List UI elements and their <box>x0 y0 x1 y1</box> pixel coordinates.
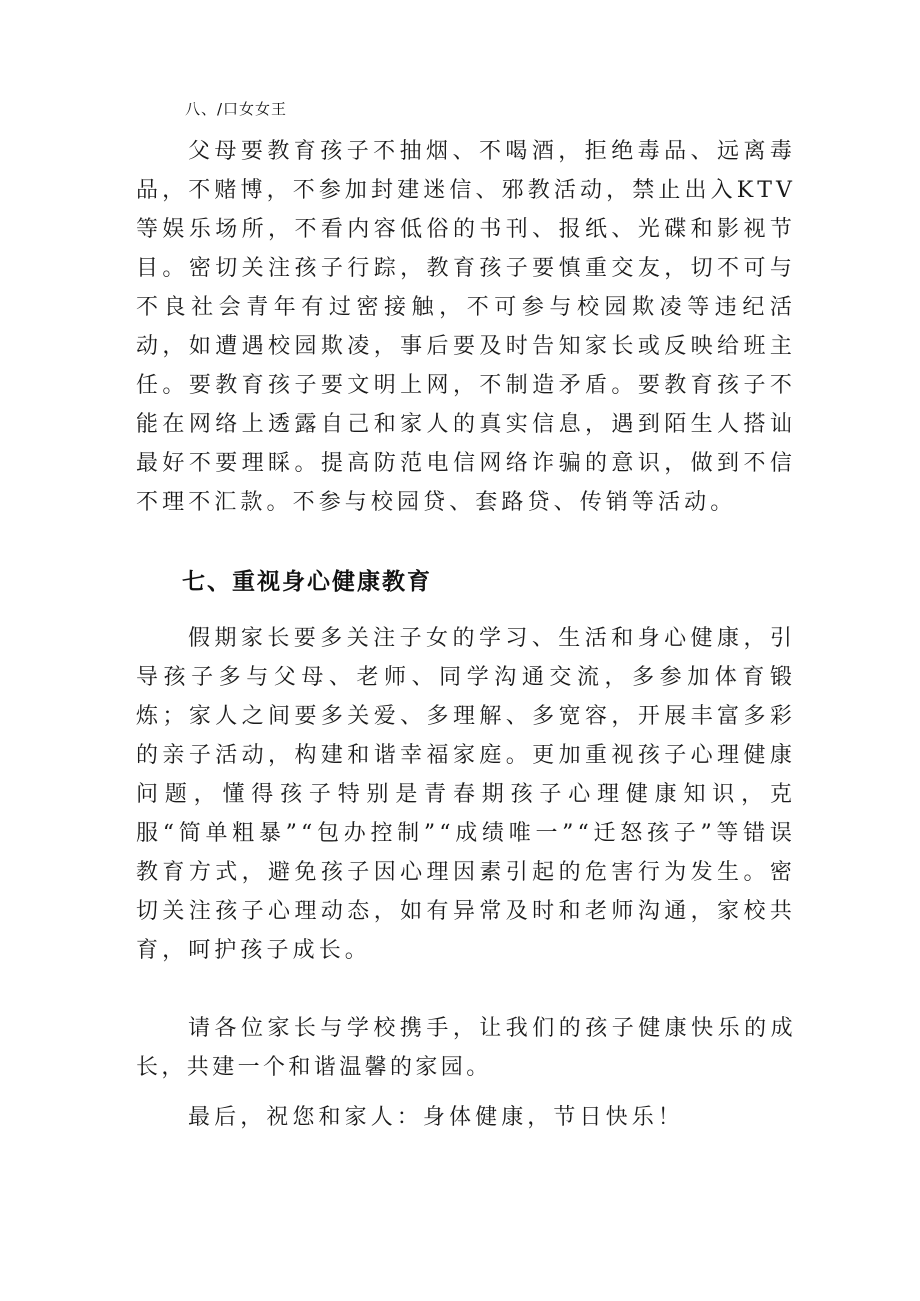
section-heading-eight: 八、/口女女王 <box>185 100 288 118</box>
paragraph-health: 假期家长要多关注子女的学习、生活和身心健康，引导孩子多与父母、老师、同学沟通交流，多参加体育锻炼；家人之间要多关爱、多理解、多宽容，开展丰富多彩的亲子活动，构建和谐幸福家庭。更加重视孩子心理健康问题，懂得孩子特别是青春期孩子心理健康知识，克服“简单粗暴”“包办控制”“成绩唯一”“迁怒孩子”等错误教育方式，避免孩子因心理因素引起的危害行为发生。密切关注孩子心理动态，如有异常及时和老师沟通，家校共育，呵护孩子成长。 <box>136 626 796 963</box>
section-heading-seven: 七、重视身心健康教育 <box>182 569 432 595</box>
paragraph-safety: 父母要教育孩子不抽烟、不喝酒，拒绝毒品、远离毒品，不赌博，不参加封建迷信、邪教活动，禁止出入KTV等娱乐场所，不看内容低俗的书刊、报纸、光碟和影视节目。密切关注孩子行踪，教育孩子要慎重交友，切不可与不良社会青年有过密接触，不可参与校园欺凌等违纪活动，如遭遇校园欺凌，事后要及时告知家长或反映给班主任。要教育孩子要文明上网，不制造矛盾。要教育孩子不能在网络上透露自己和家人的真实信息，遇到陌生人搭讪最好不要理睬。提高防范电信网络诈骗的意识，做到不信不理不汇款。不参与校园贷、套路贷、传销等活动。 <box>136 139 796 515</box>
paragraph-cooperation: 请各位家长与学校携手，让我们的孩子健康快乐的成长，共建一个和谐温馨的家园。 <box>136 1016 796 1080</box>
paragraph-closing: 最后，祝您和家人：身体健康，节日快乐！ <box>188 1105 684 1130</box>
